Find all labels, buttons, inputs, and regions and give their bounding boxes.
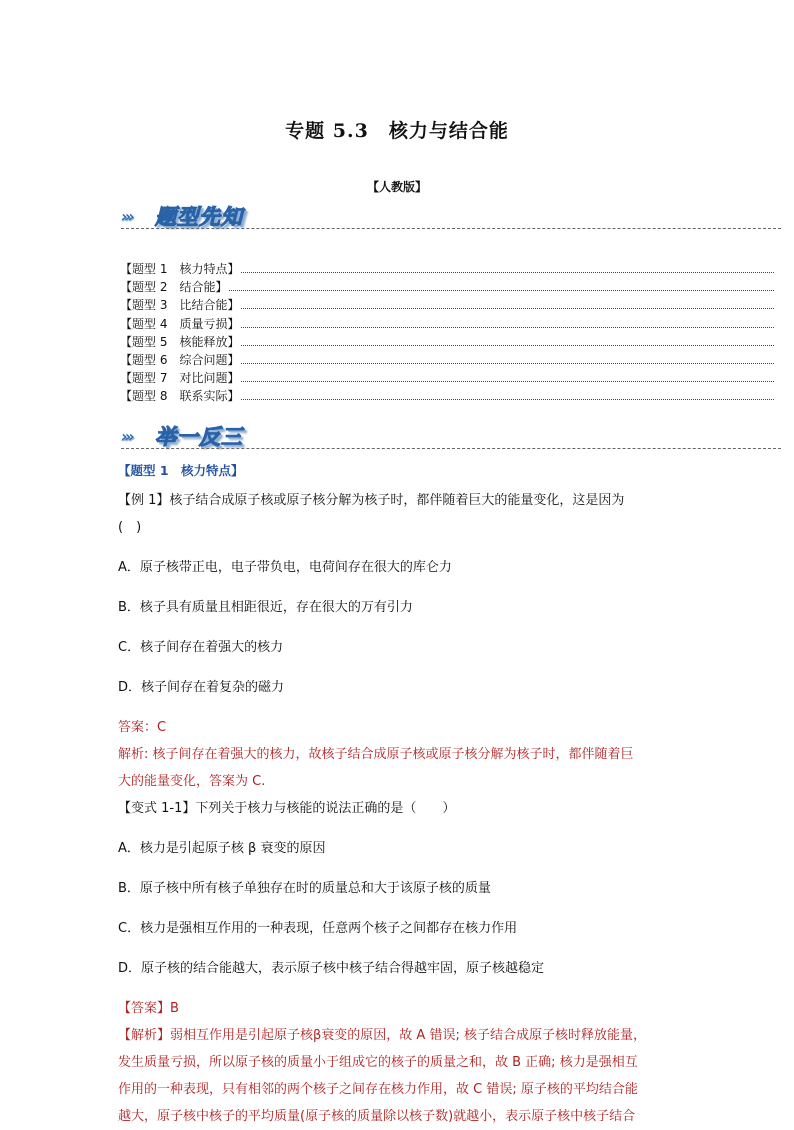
dashed-divider	[121, 228, 781, 229]
analysis-line: 大的能量变化，答案为 C.	[118, 774, 266, 789]
banner-title: 题型先知	[155, 205, 243, 229]
dot-leader	[241, 369, 774, 382]
dot-leader	[241, 351, 774, 364]
dot-leader	[241, 315, 774, 328]
answer-text: 答案：C	[118, 720, 167, 735]
dot-leader	[241, 296, 774, 309]
section-banner-question-types	[121, 201, 781, 231]
option-a: A．原子核带正电，电子带负电，电荷间存在很大的库仑力	[118, 560, 452, 575]
answer-blank: ( )	[118, 520, 142, 535]
toc-item[interactable]: 【题型 6 综合问题】	[120, 351, 774, 369]
toc-item[interactable]: 【题型 4 质量亏损】	[120, 315, 774, 333]
option-d: D．核子间存在着复杂的磁力	[118, 680, 285, 695]
section-banner-examples	[121, 421, 781, 451]
page-title: 专题 5.3 核力与结合能	[285, 120, 509, 142]
toc-item[interactable]: 【题型 2 结合能】	[120, 278, 774, 296]
analysis-line: 作用的一种表现，只有相邻的两个核子之间存在核力作用，故 C 错误; 原子核的平均结合能	[118, 1082, 638, 1097]
section-heading: 【题型 1 核力特点】	[118, 463, 244, 478]
option-b: B．核子具有质量且相距很近，存在很大的万有引力	[118, 600, 413, 615]
analysis-line: 解析: 核子间存在着强大的核力，故核子结合成原子核或原子核分解为核子时，都伴随着巨	[118, 747, 634, 762]
triple-arrow-icon: ›››	[121, 207, 132, 226]
option-b: B．原子核中所有核子单独存在时的质量总和大于该原子核的质量	[118, 881, 491, 896]
dot-leader	[229, 278, 774, 291]
dashed-divider	[121, 448, 781, 449]
dot-leader	[241, 333, 774, 346]
example-question: 【例 1】核子结合成原子核或原子核分解为核子时，都伴随着巨大的能量变化，这是因为	[118, 493, 625, 508]
toc-item[interactable]: 【题型 7 对比问题】	[120, 369, 774, 387]
section-content	[118, 462, 678, 1130]
option-d: D．原子核的结合能越大，表示原子核中核子结合得越牢固，原子核越稳定	[118, 961, 545, 976]
toc-item[interactable]: 【题型 3 比结合能】	[120, 296, 774, 314]
analysis-line: 发生质量亏损，所以原子核的质量小于组成它的核子的质量之和，故 B 正确; 核力是强相互	[118, 1055, 638, 1070]
variant-question: 【变式 1-1】下列关于核力与核能的说法正确的是（ ）	[118, 801, 456, 816]
analysis-line: 越大，原子核中核子的平均质量(原子核的质量除以核子数)就越小，表示原子核中核子结合	[118, 1109, 636, 1124]
table-of-contents	[120, 260, 774, 406]
toc-item[interactable]: 【题型 5 核能释放】	[120, 333, 774, 351]
toc-item[interactable]: 【题型 1 核力特点】	[120, 260, 774, 278]
triple-arrow-icon: ›››	[121, 427, 132, 446]
dot-leader	[241, 260, 774, 273]
option-a: A．核力是引起原子核 β 衰变的原因	[118, 841, 326, 856]
option-c: C．核子间存在着强大的核力	[118, 640, 284, 655]
analysis-line: 【解析】弱相互作用是引起原子核β衰变的原因，故 A 错误; 核子结合成原子核时释放能量，	[118, 1028, 646, 1043]
option-c: C．核力是强相互作用的一种表现，任意两个核子之间都存在核力作用	[118, 921, 518, 936]
toc-item[interactable]: 【题型 8 联系实际】	[120, 387, 774, 405]
banner-title: 举一反三	[155, 425, 243, 449]
dot-leader	[241, 387, 774, 400]
edition-label: 【人教版】	[366, 180, 427, 194]
answer-text: 【答案】B	[118, 1001, 179, 1016]
